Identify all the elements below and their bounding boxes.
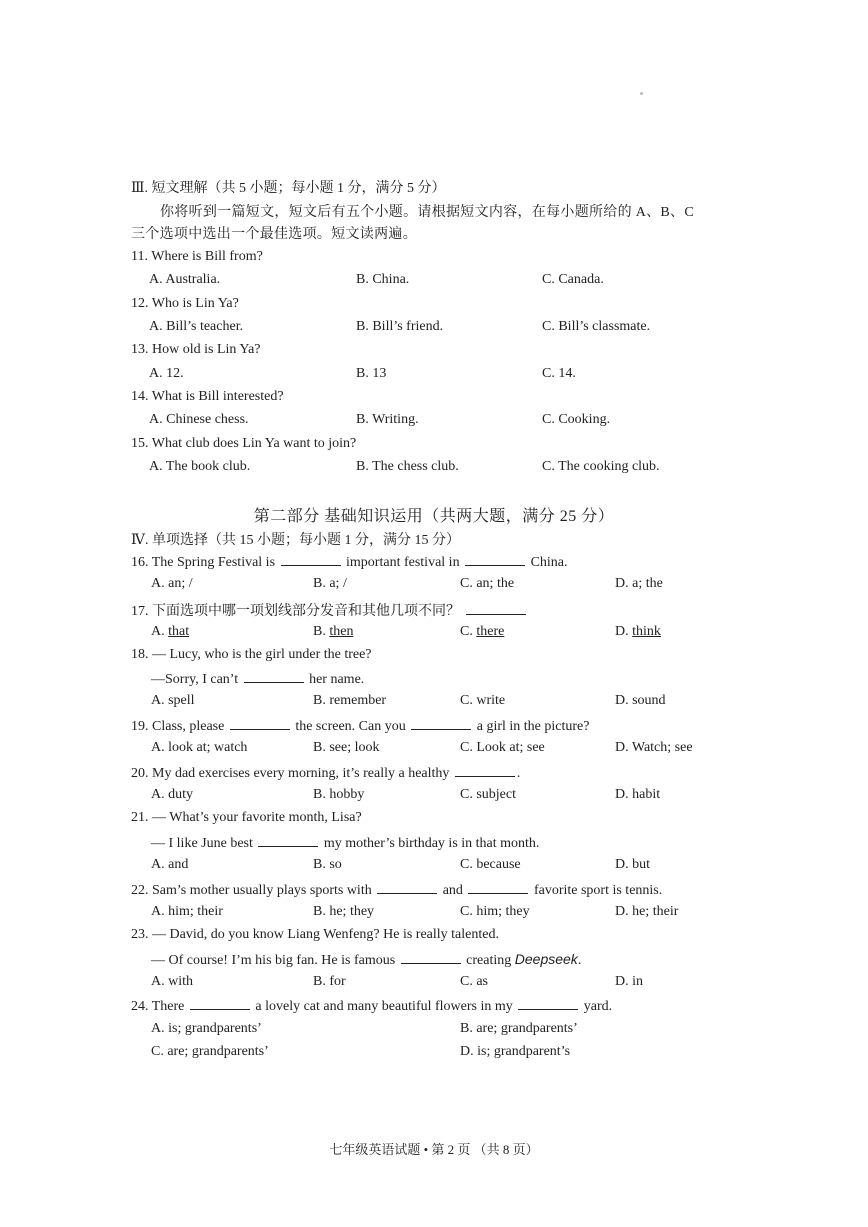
question-13-option-b: B. 13 bbox=[356, 366, 387, 381]
question-20-text-post: . bbox=[516, 766, 521, 781]
question-13-stem: 13. How old is Lin Ya? bbox=[131, 342, 261, 357]
question-16-option-b: B. a; / bbox=[313, 576, 347, 591]
question-23-option-d: D. in bbox=[615, 974, 643, 989]
question-22-text-mid: and bbox=[442, 883, 463, 898]
question-19-text-pre: 19. Class, please bbox=[131, 719, 225, 734]
question-24-option-a: A. is; grandparents’ bbox=[151, 1021, 262, 1036]
question-24-option-b: B. are; grandparents’ bbox=[460, 1021, 578, 1036]
answer-blank bbox=[190, 997, 250, 1010]
part-2-title: 第二部分 基础知识运用（共两大题，满分 25 分） bbox=[253, 508, 615, 525]
question-18-text-post: her name. bbox=[309, 672, 365, 687]
question-17-option-a bbox=[151, 624, 189, 640]
question-22-text-post: favorite sport is tennis. bbox=[533, 883, 663, 898]
question-17-option-c bbox=[460, 624, 504, 640]
option-word: that bbox=[168, 624, 190, 639]
answer-blank bbox=[455, 764, 515, 777]
question-22-stem bbox=[131, 881, 662, 899]
answer-blank bbox=[411, 717, 471, 730]
question-24-text-post: yard. bbox=[583, 999, 613, 1014]
question-11-option-c: C. Canada. bbox=[542, 272, 604, 287]
question-21-option-b: B. so bbox=[313, 857, 342, 872]
question-17-option-b bbox=[313, 624, 353, 640]
question-14-option-b: B. Writing. bbox=[356, 412, 419, 427]
question-18-text-pre: —Sorry, I can’t bbox=[151, 672, 239, 687]
question-24-text-pre: 24. There bbox=[131, 999, 185, 1014]
question-18-option-d: D. sound bbox=[615, 693, 666, 708]
question-18-option-a: A. spell bbox=[151, 693, 195, 708]
question-22-option-b: B. he; they bbox=[313, 904, 375, 919]
question-18-line-2 bbox=[151, 670, 364, 688]
question-16-option-a: A. an; / bbox=[151, 576, 193, 591]
answer-blank bbox=[465, 553, 525, 566]
answer-blank bbox=[401, 951, 461, 964]
answer-blank bbox=[518, 997, 578, 1010]
question-23-option-a: A. with bbox=[151, 974, 193, 989]
answer-blank bbox=[230, 717, 290, 730]
answer-blank bbox=[468, 881, 528, 894]
question-14-stem: 14. What is Bill interested? bbox=[131, 389, 284, 404]
answer-blank bbox=[258, 834, 318, 847]
question-19-stem bbox=[131, 717, 589, 735]
question-19-option-a: A. look at; watch bbox=[151, 740, 248, 755]
question-24-option-c: C. are; grandparents’ bbox=[151, 1044, 269, 1059]
question-13-option-c: C. 14. bbox=[542, 366, 576, 381]
question-23-line-1: 23. — David, do you know Liang Wenfeng? He is really talented. bbox=[131, 927, 499, 942]
deepseek-italic-word: Deepseek bbox=[514, 951, 578, 967]
question-23-text-mid: creating bbox=[466, 953, 512, 968]
question-21-option-d: D. but bbox=[615, 857, 650, 872]
section-3-intro-line-2: 三个选项中选出一个最佳选项。短文读两遍。 bbox=[131, 227, 417, 242]
question-11-option-a: A. Australia. bbox=[149, 272, 221, 287]
page-footer: 七年级英语试题 • 第 2 页 （共 8 页） bbox=[329, 1142, 539, 1157]
option-prefix: D. bbox=[615, 624, 633, 639]
question-23-line-2 bbox=[151, 951, 581, 969]
question-21-text-pre: — I like June best bbox=[151, 836, 253, 851]
question-16-option-c: C. an; the bbox=[460, 576, 515, 591]
question-18-option-b: B. remember bbox=[313, 693, 387, 708]
question-15-option-c: C. The cooking club. bbox=[542, 459, 660, 474]
question-16-text-mid: important festival in bbox=[346, 555, 460, 570]
question-24-text-mid: a lovely cat and many beautiful flowers in my bbox=[255, 999, 513, 1014]
question-11-stem: 11. Where is Bill from? bbox=[131, 249, 263, 264]
option-word: there bbox=[476, 624, 505, 639]
question-16-text-post: China. bbox=[530, 555, 568, 570]
answer-blank bbox=[466, 602, 526, 615]
question-21-option-c: C. because bbox=[460, 857, 521, 872]
answer-blank bbox=[377, 881, 437, 894]
question-14-option-c: C. Cooking. bbox=[542, 412, 611, 427]
question-12-option-a: A. Bill’s teacher. bbox=[149, 319, 244, 334]
question-23-option-b: B. for bbox=[313, 974, 346, 989]
question-14-option-a: A. Chinese chess. bbox=[149, 412, 249, 427]
question-12-option-c: C. Bill’s classmate. bbox=[542, 319, 651, 334]
question-19-option-b: B. see; look bbox=[313, 740, 380, 755]
question-18-line-1: 18. — Lucy, who is the girl under the tree? bbox=[131, 647, 372, 662]
question-19-option-d: D. Watch; see bbox=[615, 740, 693, 755]
question-16-option-d: D. a; the bbox=[615, 576, 663, 591]
option-prefix: C. bbox=[460, 624, 477, 639]
question-20-option-a: A. duty bbox=[151, 787, 193, 802]
question-22-option-a: A. him; their bbox=[151, 904, 223, 919]
question-21-option-a: A. and bbox=[151, 857, 189, 872]
scan-speck bbox=[640, 92, 643, 95]
question-20-option-c: C. subject bbox=[460, 787, 516, 802]
question-22-text-pre: 22. Sam’s mother usually plays sports with bbox=[131, 883, 372, 898]
question-12-option-b: B. Bill’s friend. bbox=[356, 319, 444, 334]
question-15-option-a: A. The book club. bbox=[149, 459, 251, 474]
question-24-stem bbox=[131, 997, 612, 1015]
question-20-option-d: D. habit bbox=[615, 787, 661, 802]
question-18-option-c: C. write bbox=[460, 693, 506, 708]
question-20-stem bbox=[131, 764, 520, 782]
question-19-text-mid: the screen. Can you bbox=[295, 719, 406, 734]
question-22-option-d: D. he; their bbox=[615, 904, 679, 919]
question-11-option-b: B. China. bbox=[356, 272, 410, 287]
question-12-stem: 12. Who is Lin Ya? bbox=[131, 296, 239, 311]
option-prefix: B. bbox=[313, 624, 330, 639]
answer-blank bbox=[281, 553, 341, 566]
section-4-heading: Ⅳ. 单项选择（共 15 小题；每小题 1 分，满分 15 分） bbox=[131, 533, 460, 548]
question-21-text-post: my mother’s birthday is in that month. bbox=[323, 836, 540, 851]
question-20-option-b: B. hobby bbox=[313, 787, 365, 802]
section-3-heading: Ⅲ. 短文理解（共 5 小题；每小题 1 分，满分 5 分） bbox=[131, 181, 446, 196]
option-prefix: A. bbox=[151, 624, 169, 639]
question-23-text-post: . bbox=[577, 953, 582, 968]
question-19-option-c: C. Look at; see bbox=[460, 740, 545, 755]
question-15-stem: 15. What club does Lin Ya want to join? bbox=[131, 436, 357, 451]
question-19-text-post: a girl in the picture? bbox=[476, 719, 590, 734]
question-15-option-b: B. The chess club. bbox=[356, 459, 459, 474]
question-22-option-c: C. him; they bbox=[460, 904, 530, 919]
option-word: then bbox=[329, 624, 354, 639]
question-20-text-pre: 20. My dad exercises every morning, it’s really a healthy bbox=[131, 766, 450, 781]
answer-blank bbox=[244, 670, 304, 683]
question-16-text-pre: 16. The Spring Festival is bbox=[131, 555, 276, 570]
question-21-line-1: 21. — What’s your favorite month, Lisa? bbox=[131, 810, 362, 825]
question-17-option-d bbox=[615, 624, 661, 640]
question-24-option-d: D. is; grandparent’s bbox=[460, 1044, 571, 1059]
section-3-intro-line-1: 你将听到一篇短文，短文后有五个小题。请根据短文内容，在每小题所给的 A、B、C bbox=[160, 205, 694, 220]
question-23-text-pre: — Of course! I’m his big fan. He is famous bbox=[151, 953, 396, 968]
question-17-text: 17. 下面选项中哪一项划线部分发音和其他几项不同？ bbox=[131, 604, 460, 619]
question-23-option-c: C. as bbox=[460, 974, 488, 989]
question-13-option-a: A. 12. bbox=[149, 366, 184, 381]
question-21-line-2 bbox=[151, 834, 539, 852]
question-17-stem bbox=[131, 600, 528, 620]
question-16-stem bbox=[131, 553, 568, 571]
option-word: think bbox=[632, 624, 661, 639]
